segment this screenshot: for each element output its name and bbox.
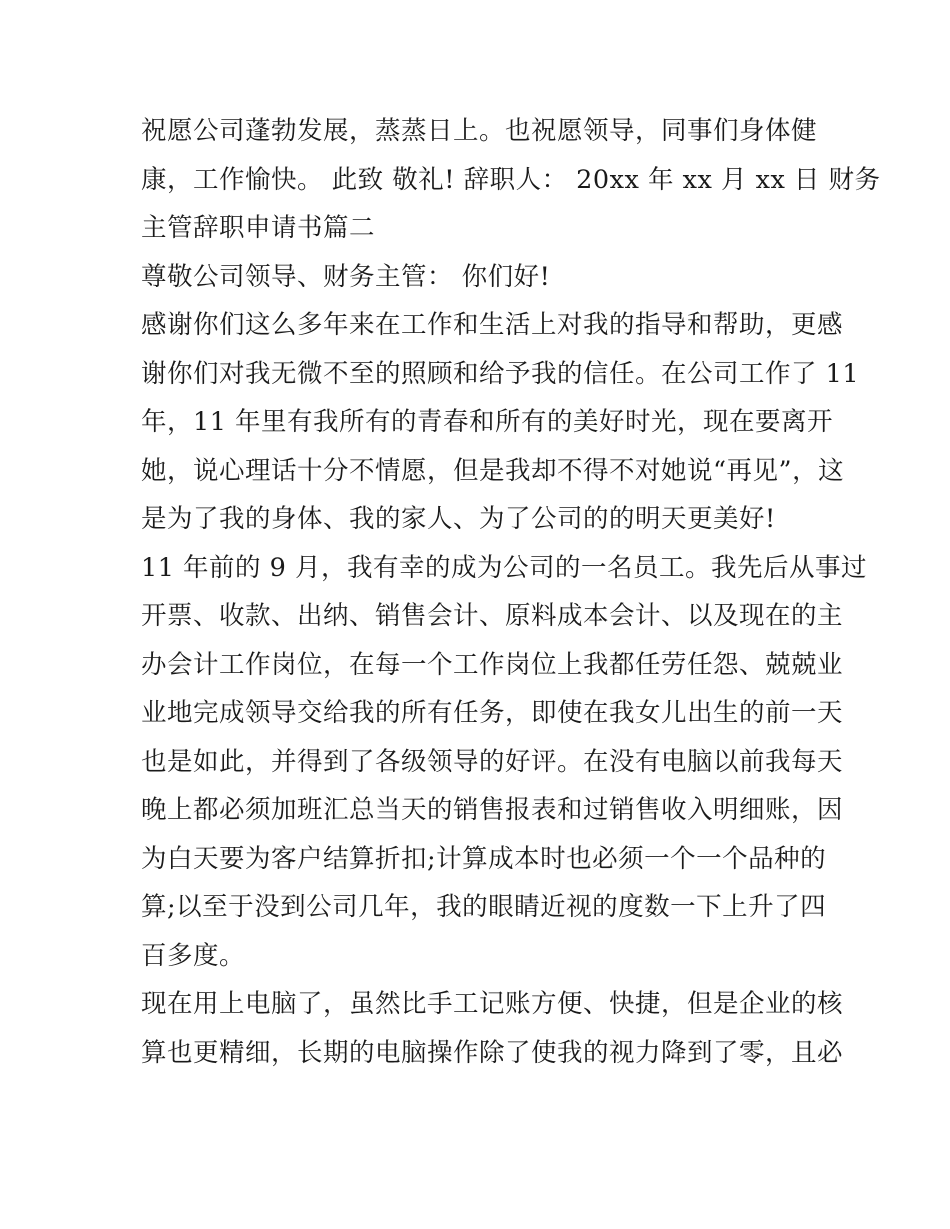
text-line: 为白天要为客户结算折扣;计算成本时也必须一个一个品种的 — [141, 843, 827, 874]
text-line: 谢你们对我无微不至的照顾和给予我的信任。在公司工作了 11 — [141, 358, 860, 389]
text-line: 办会计工作岗位，在每一个工作岗位上我都任劳任怨、兢兢业 — [141, 649, 844, 680]
text-line: 业地完成领导交给我的所有任务，即使在我女儿出生的前一天 — [141, 698, 844, 728]
text-line: 算也更精细，长期的电脑操作除了使我的视力降到了零，且必 — [141, 1037, 844, 1068]
text-line: 11 年前的 9 月，我有幸的成为公司的一名员工。我先后从事过 — [141, 552, 867, 583]
text-line: 祝愿公司蓬勃发展，蒸蒸日上。也祝愿领导，同事们身体健 — [141, 116, 818, 146]
text-line: 也是如此，并得到了各级领导的好评。在没有电脑以前我每天 — [141, 746, 844, 777]
salutation-line: 尊敬公司领导、财务主管： 你们好! — [141, 261, 551, 292]
text-line: 算;以至于没到公司几年，我的眼睛近视的度数一下上升了四 — [141, 892, 827, 922]
text-line: 晚上都必须加班汇总当天的销售报表和过销售收入明细账，因 — [141, 795, 844, 825]
text-line: 感谢你们这么多年来在工作和生活上对我的指导和帮助，更感 — [141, 310, 844, 340]
text-line: 主管辞职申请书篇二 — [141, 213, 376, 243]
text-line: 开票、收款、出纳、销售会计、原料成本会计、以及现在的主 — [141, 601, 844, 631]
text-line: 康，工作愉快。 此致 敬礼! 辞职人： 20xx 年 xx 月 xx 日 财务 — [141, 164, 881, 195]
text-line: 她，说心理话十分不情愿，但是我却不得不对她说“再见”，这 — [141, 455, 845, 486]
text-line: 年，11 年里有我所有的青春和所有的美好时光，现在要离开 — [141, 407, 834, 437]
text-line: 百多度。 — [141, 940, 246, 971]
document-body — [141, 107, 881, 1077]
text-line: 是为了我的身体、我的家人、为了公司的的明天更美好! — [141, 504, 776, 534]
text-line: 现在用上电脑了，虽然比手工记账方便、快捷，但是企业的核 — [141, 989, 844, 1019]
